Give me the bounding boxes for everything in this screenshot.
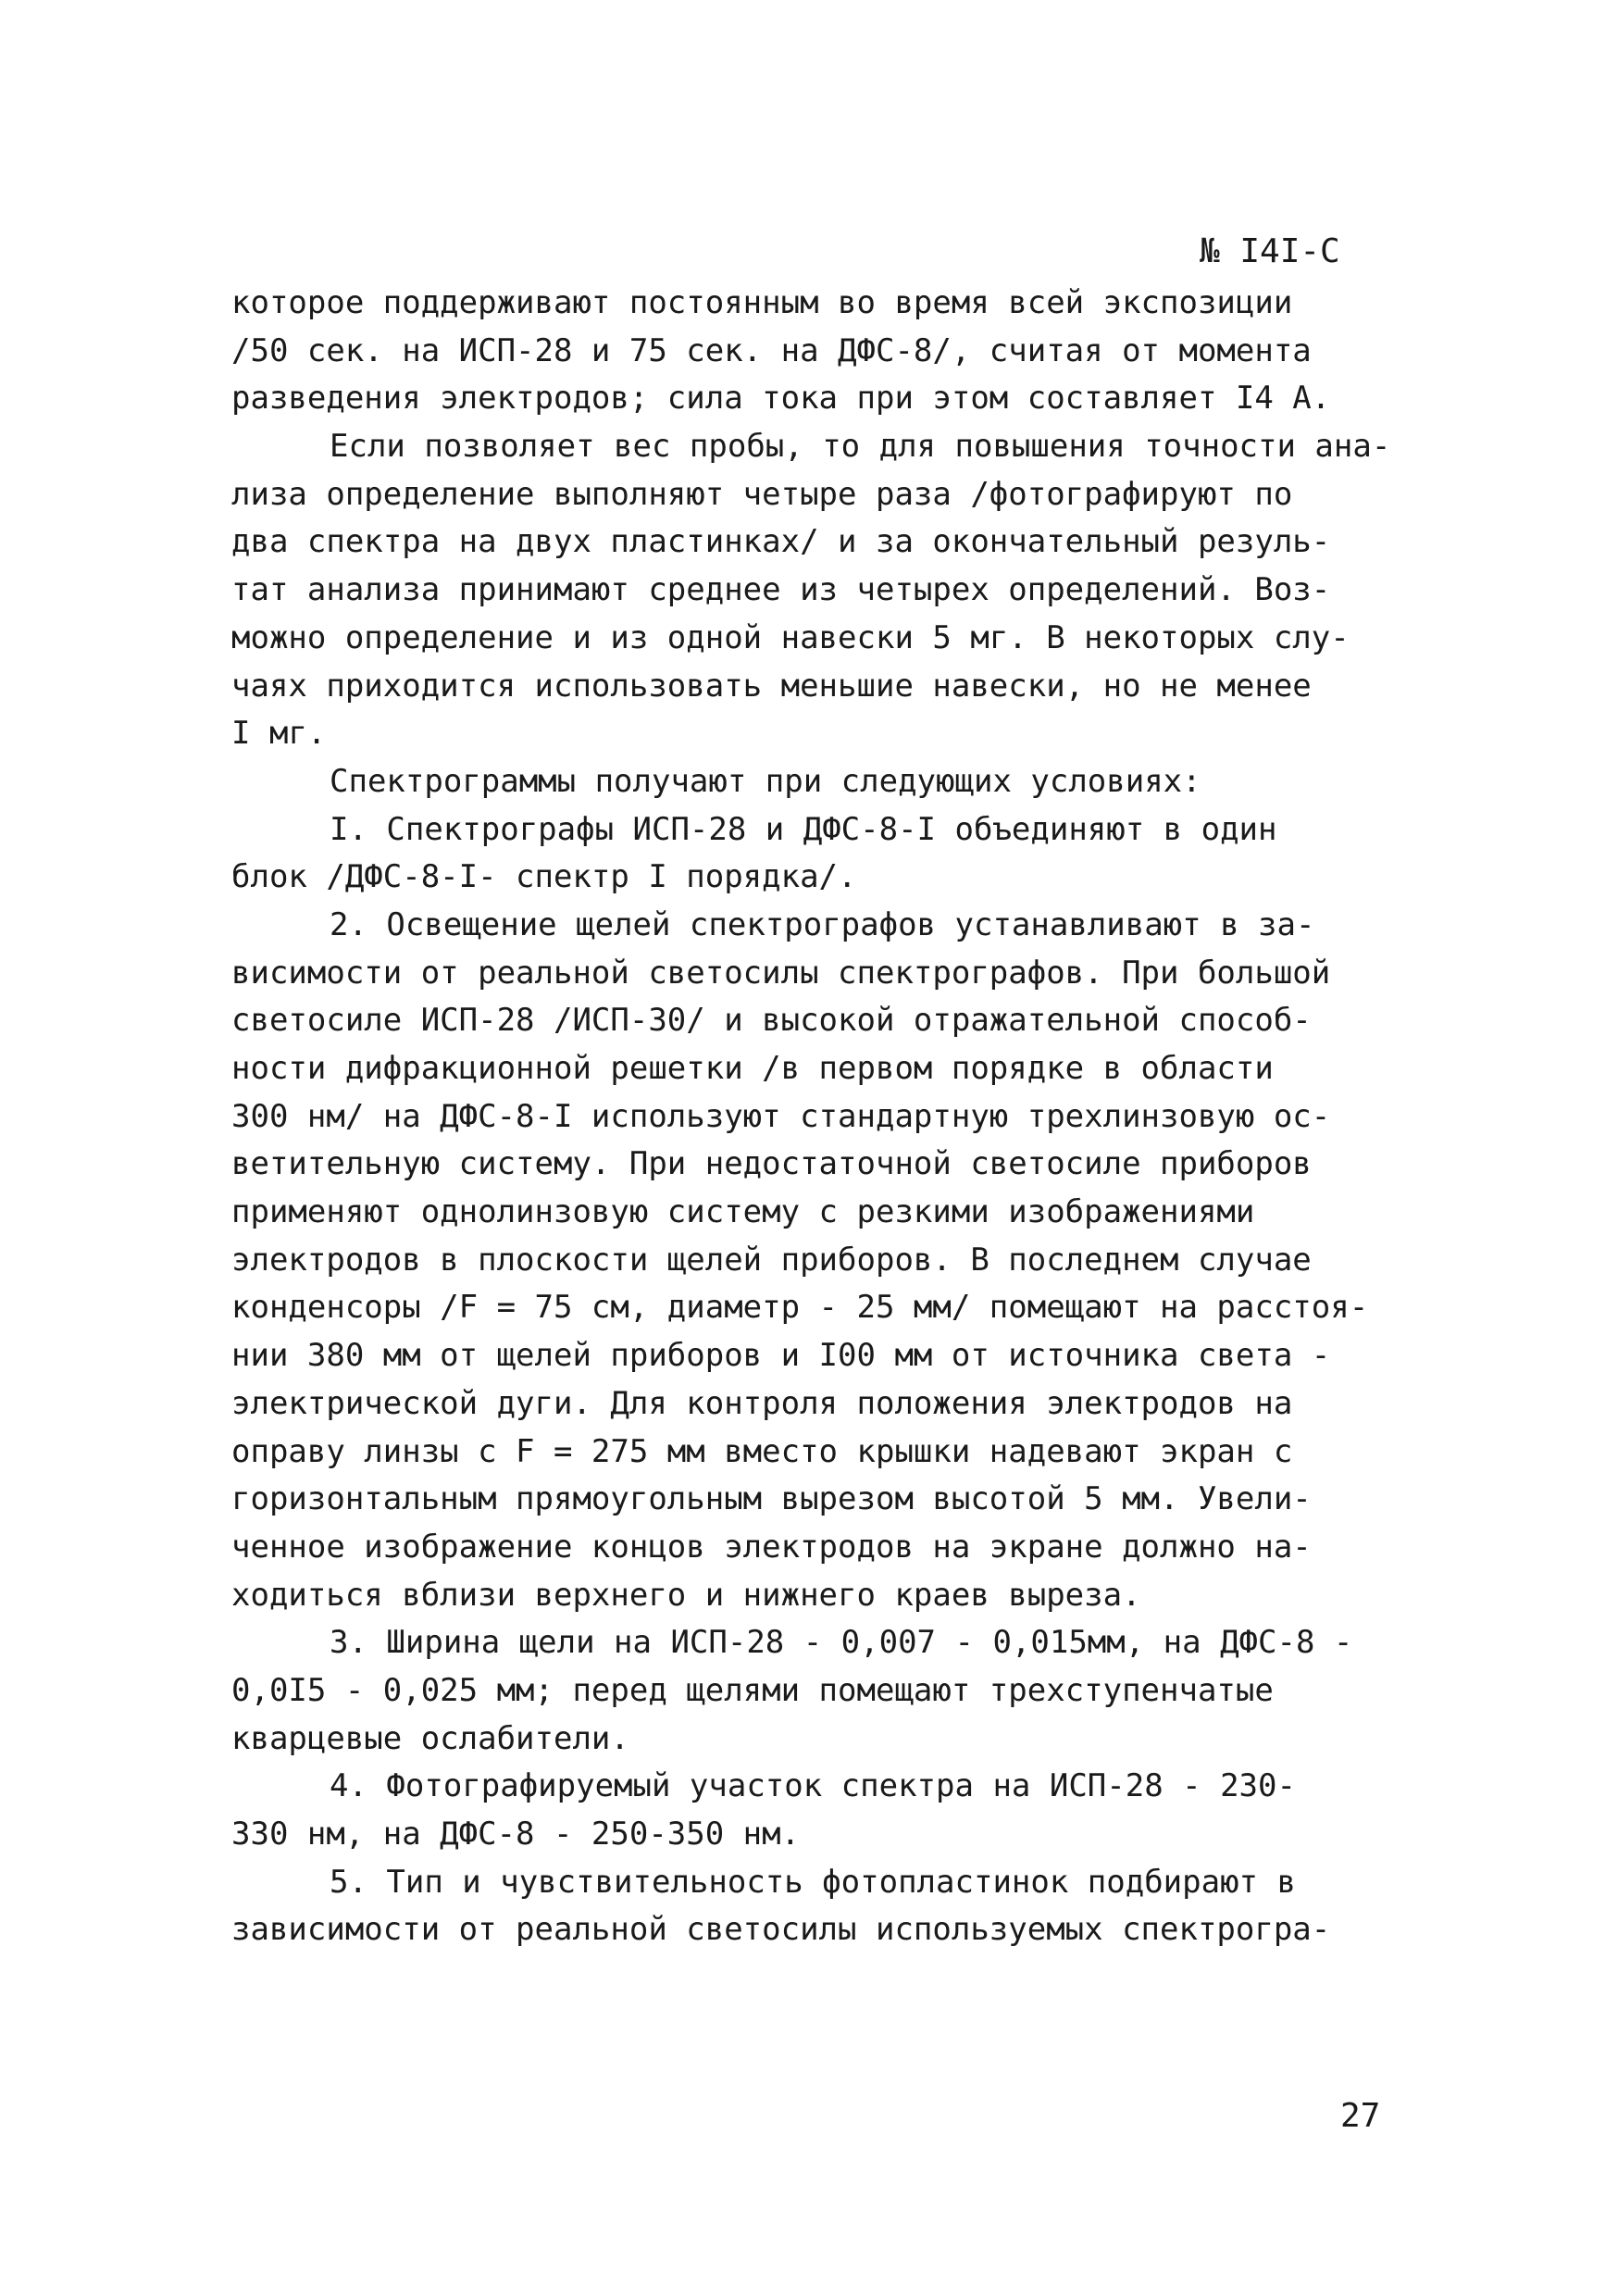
text-line: блок /ДФС-8-I- спектр I порядка/. — [231, 858, 857, 896]
body-text — [231, 280, 1398, 1954]
document-number: № I4I-C — [1200, 232, 1340, 270]
text-line: электрической дуги. Для контроля положения электродов на — [231, 1384, 1293, 1422]
text-line: ченное изображение концов электродов на экране должно на- — [231, 1528, 1312, 1566]
text-line: 330 нм, на ДФС-8 - 250-350 нм. — [231, 1816, 801, 1853]
text-line: горизонтальным прямоугольным вырезом высотой 5 мм. Увели- — [231, 1480, 1312, 1518]
text-line: чаях приходится использовать меньшие навески, но не менее — [231, 667, 1312, 705]
text-line: электродов в плоскости щелей приборов. В последнем случае — [231, 1241, 1312, 1279]
text-line: можно определение и из одной навески 5 мг. В некоторых слу- — [231, 618, 1350, 656]
list-item-5: 5. Тип и чувствительность фотопластинок подбирают в — [330, 1863, 1296, 1901]
text-line: светосиле ИСП-28 /ИСП-30/ и высокой отражательной способ- — [231, 1002, 1312, 1040]
text-line: тат анализа принимают среднее из четырех определений. Воз- — [231, 571, 1331, 609]
paragraph-first-line: Спектрограммы получают при следующих условиях: — [330, 762, 1201, 800]
text-line: ности дифракционной решетки /в первом порядке в области — [231, 1050, 1274, 1087]
list-item-1: I. Спектрографы ИСП-28 и ДФС-8-I объединяют в один — [330, 810, 1277, 848]
text-line: лиза определение выполняют четыре раза /фотографируют по — [231, 475, 1293, 513]
text-line: ходиться вблизи верхнего и нижнего краев выреза. — [231, 1576, 1141, 1614]
paragraph-first-line: Если позволяет вес пробы, то для повышения точности ана- — [330, 428, 1391, 466]
list-item-3: 3. Ширина щели на ИСП-28 - 0,007 - 0,015мм, на ДФС-8 - — [330, 1624, 1353, 1662]
text-line: применяют однолинзовую систему с резкими изображениями — [231, 1193, 1255, 1231]
text-line: оправу линзы с F = 275 мм вместо крышки надевают экран с — [231, 1432, 1293, 1470]
text-line: ветительную систему. При недостаточной светосиле приборов — [231, 1145, 1312, 1183]
text-line: 0,0I5 - 0,025 мм; перед щелями помещают трехступенчатые — [231, 1671, 1274, 1709]
text-line: 300 нм/ на ДФС-8-I используют стандартную трехлинзовую ос- — [231, 1097, 1331, 1135]
text-line: конденсоры /F = 75 см, диаметр - 25 мм/ помещают на расстоя- — [231, 1289, 1369, 1327]
text-line: кварцевые ослабители. — [231, 1719, 629, 1757]
text-line: нии 380 мм от щелей приборов и I00 мм от источника света - — [231, 1337, 1331, 1375]
text-line: I мг. — [231, 715, 327, 753]
text-line: зависимости от реальной светосилы используемых спектрогра- — [231, 1911, 1331, 1949]
text-line: которое поддерживают постоянным во время всей экспозиции — [231, 284, 1293, 321]
page-number: 27 — [1340, 2097, 1381, 2135]
text-line: два спектра на двух пластинках/ и за окончательный резуль- — [231, 523, 1331, 561]
text-line: /50 сек. на ИСП-28 и 75 сек. на ДФС-8/, считая от момента — [231, 331, 1312, 369]
list-item-2: 2. Освещение щелей спектрографов устанавливают в за- — [330, 905, 1315, 943]
list-item-4: 4. Фотографируемый участок спектра на ИСП-28 - 230- — [330, 1767, 1296, 1805]
text-line: висимости от реальной светосилы спектрографов. При большой — [231, 954, 1331, 992]
text-line: разведения электродов; сила тока при этом составляет I4 A. — [231, 380, 1331, 418]
